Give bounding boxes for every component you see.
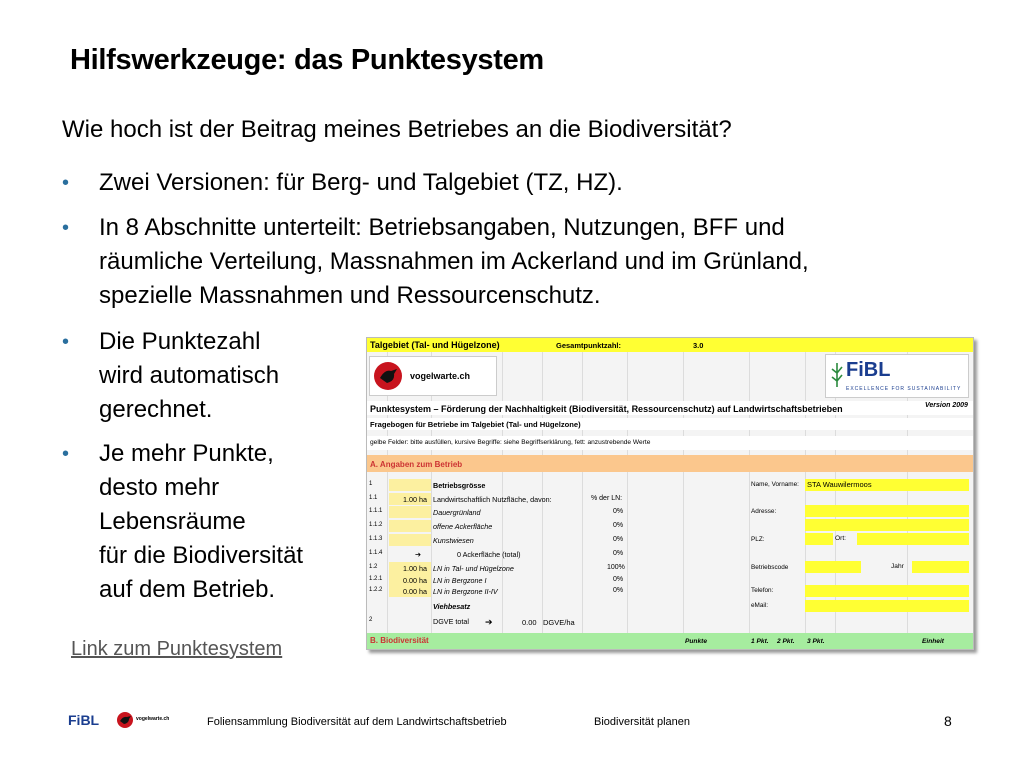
row-label: Dauergrünland: [433, 508, 481, 517]
bullet-dot: •: [62, 331, 70, 353]
dgve-arrow: ➔: [485, 617, 493, 627]
bullet-line: In 8 Abschnitte unterteilt: Betriebsangaben, Nutzungen, BFF und: [99, 214, 785, 241]
row-right-label: Telefon:: [751, 587, 774, 594]
row-percent: 0%: [613, 522, 624, 529]
bullet-line: Zwei Versionen: für Berg- und Talgebiet (TZ, HZ).: [99, 169, 623, 196]
bullet-line: Je mehr Punkte,: [99, 440, 274, 467]
footer-vogelwarte-text: vogelwarte.ch: [136, 716, 170, 722]
jahr-label: Jahr: [891, 563, 904, 570]
ort-label: Ort:: [835, 535, 846, 542]
row-value: 1.00 ha: [403, 564, 427, 573]
plz-field[interactable]: [805, 533, 833, 545]
address-field[interactable]: [805, 505, 969, 517]
row-label: Landwirtschaftlich Nutzfläche, davon:: [433, 495, 552, 504]
row-number: 1.1.1: [369, 508, 383, 514]
bullet-line: desto mehr: [99, 474, 220, 501]
row-label: DGVE total: [433, 617, 469, 626]
row-number: 1.2.2: [369, 587, 383, 593]
row-percent: 0%: [613, 587, 624, 594]
sheet-instructions: gelbe Felder: bitte ausfüllen, kursive Begriffe: siehe Begriffserklärung, fett: anzustrebende Werte: [370, 439, 651, 446]
jahr-field[interactable]: [912, 561, 969, 573]
section-a-label: A. Angaben zum Betrieb: [370, 460, 463, 469]
value-input-cell[interactable]: [389, 534, 431, 546]
bullet-dot: •: [62, 172, 70, 194]
row-value: 0.00 ha: [403, 576, 427, 585]
dgve-unit: DGVE/ha: [543, 618, 575, 627]
row-label: LN in Bergzone II-IV: [433, 587, 498, 596]
sheet-row: [367, 562, 973, 574]
sheet-version: Version 2009: [925, 402, 968, 409]
bullet-line: gerechnet.: [99, 396, 213, 423]
row-percent: 0%: [613, 576, 624, 583]
bullet-line: spezielle Massnahmen und Ressourcenschutz.: [99, 282, 601, 309]
sheet-row: [367, 493, 973, 505]
b-col-2pkt: 2 Pkt.: [777, 638, 795, 645]
bullet-line: auf dem Betrieb.: [99, 576, 276, 603]
row-label: LN in Bergzone I: [433, 576, 487, 585]
row-label: Viehbesatz: [433, 602, 471, 611]
row-value: 1.00 ha: [403, 495, 427, 504]
section-b-header: [367, 633, 973, 649]
row-right-label: Betriebscode: [751, 564, 789, 571]
sheet-instructions-row: [367, 436, 973, 450]
row-value: ➔: [415, 550, 422, 559]
row-number: 1.1.3: [369, 536, 383, 542]
value-input-cell[interactable]: [389, 506, 431, 518]
row-label: Kunstwiesen: [433, 536, 474, 545]
footer-title: Foliensammlung Biodiversität auf dem Landwirtschaftsbetrieb: [207, 716, 507, 728]
telefon-field[interactable]: [805, 585, 969, 597]
b-col-einheit: Einheit: [922, 638, 944, 645]
page-number: 8: [944, 713, 952, 729]
sheet-title-row: [367, 401, 973, 415]
sheet-row: [367, 615, 973, 627]
row-right-label: eMail:: [751, 602, 769, 609]
bullet-line: Die Punktezahl: [99, 328, 261, 355]
bullet-line: wird automatisch: [99, 362, 280, 389]
row-label: LN in Tal- und Hügelzone: [433, 564, 514, 573]
b-col-3pkt: 3 Pkt.: [807, 638, 825, 645]
row-percent: 0%: [613, 536, 624, 543]
sheet-subtitle-row: [367, 418, 973, 430]
vogelwarte-logo: [369, 356, 497, 396]
address-field-2[interactable]: [805, 519, 969, 531]
value-input-cell[interactable]: [389, 479, 431, 491]
name-field[interactable]: STA Wauwilermoos: [805, 479, 969, 491]
row-right-label: PLZ:: [751, 536, 765, 543]
section-a-header: [367, 455, 973, 472]
sheet-total-value: 3.0: [693, 341, 704, 350]
spreadsheet-screenshot: [366, 337, 974, 650]
row-label: offene Ackerfläche: [433, 522, 493, 531]
row-number: 1.1.2: [369, 522, 383, 528]
footer-section: Biodiversität planen: [594, 716, 691, 728]
fibl-logo: [825, 354, 969, 398]
row-right-label: Name, Vorname:: [751, 481, 799, 488]
row-number: 1.2: [369, 564, 378, 570]
row-number: 1.2.1: [369, 576, 383, 582]
punktesystem-link[interactable]: Link zum Punktesystem: [71, 638, 283, 660]
row-label: Betriebsgrösse: [433, 481, 486, 490]
betriebscode-field[interactable]: [805, 561, 861, 573]
section-b-label: B. Biodiversität: [370, 636, 429, 645]
dgve-value: 0.00: [522, 618, 537, 627]
row-value: 0.00 ha: [403, 587, 427, 596]
bullet-dot: •: [62, 217, 70, 239]
bird-icon: [373, 361, 403, 391]
row-right-label: Adresse:: [751, 508, 777, 515]
fibl-text: FiBL: [846, 359, 891, 381]
row-percent: 100%: [607, 564, 625, 571]
sheet-main-title: Punktesystem – Förderung der Nachhaltigkeit (Biodiversität, Ressourcenschutz) auf Landwirtschaftsbetrieben: [370, 404, 843, 414]
bullet-line: Lebensräume: [99, 508, 246, 535]
footer-fibl-logo: FiBL: [68, 712, 100, 728]
slide-question: Wie hoch ist der Beitrag meines Betriebes an die Biodiversität?: [62, 116, 732, 143]
row-label: 0 Ackerfläche (total): [457, 550, 521, 559]
row-percent: 0%: [613, 550, 624, 557]
row-percent: 0%: [613, 508, 624, 515]
b-col-1pkt: 1 Pkt.: [751, 638, 769, 645]
sheet-total-label: Gesamtpunktzahl:: [556, 341, 622, 350]
ort-field[interactable]: [857, 533, 969, 545]
bird-icon: [116, 711, 134, 729]
sheet-header-bar: [367, 338, 973, 352]
slide-title: Hilfswerkzeuge: das Punktesystem: [70, 44, 544, 76]
sheet-row: [367, 548, 973, 560]
value-input-cell[interactable]: [389, 520, 431, 532]
b-col-punkte: Punkte: [685, 638, 707, 645]
sheet-subtitle: Fragebogen für Betriebe im Talgebiet (Tal- und Hügelzone): [370, 420, 581, 429]
row-number: 1: [369, 481, 373, 487]
sheet-zone: Talgebiet (Tal- und Hügelzone): [370, 340, 500, 350]
row-percent: % der LN:: [591, 495, 623, 502]
email-field[interactable]: [805, 600, 969, 612]
bullet-line: räumliche Verteilung, Massnahmen im Ackerland und im Grünland,: [99, 248, 809, 275]
vogelwarte-text: vogelwarte.ch: [410, 371, 471, 381]
fibl-tagline: EXCELLENCE FOR SUSTAINABILITY: [846, 386, 962, 392]
bullet-dot: •: [62, 443, 70, 465]
bullet-line: für die Biodiversität: [99, 542, 304, 569]
row-number: 2: [369, 617, 373, 623]
leaf-icon: [830, 359, 844, 387]
row-number: 1.1: [369, 495, 378, 501]
row-number: 1.1.4: [369, 550, 383, 556]
